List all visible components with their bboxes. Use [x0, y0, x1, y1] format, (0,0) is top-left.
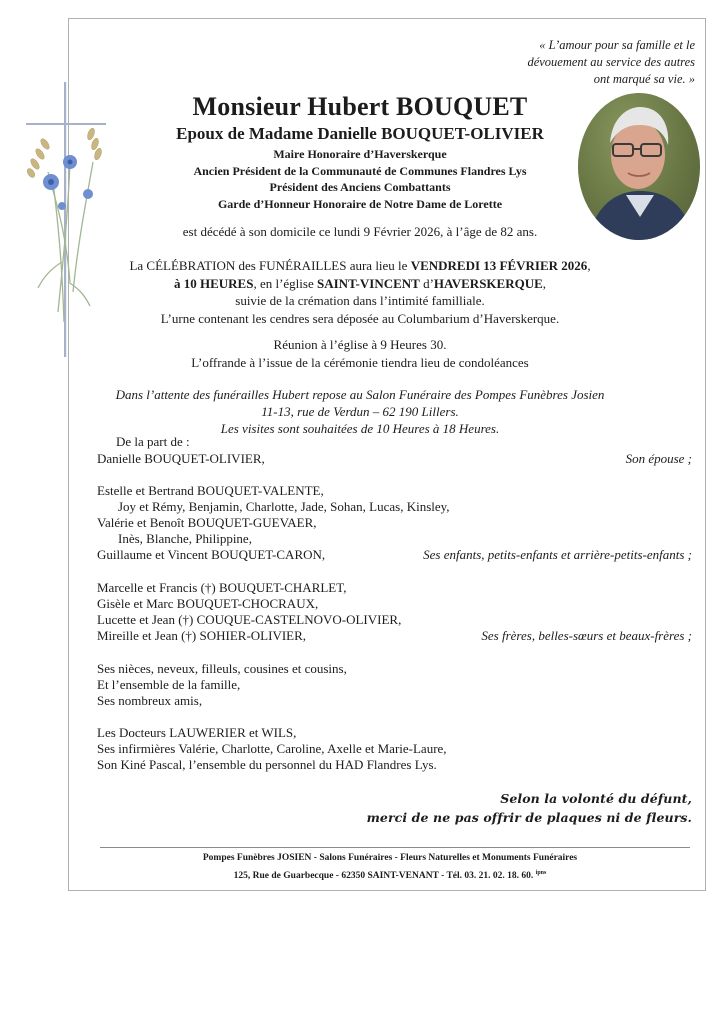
family-line: Mireille et Jean (†) SOHIER-OLIVIER, — [97, 628, 307, 643]
from-label: De la part de : — [116, 434, 190, 449]
family-line: Inès, Blanche, Philippine, — [118, 531, 252, 546]
family-line: Estelle et Bertrand BOUQUET-VALENTE, — [97, 483, 324, 498]
title-line: Garde d’Honneur Honoraire de Notre Dame de Lorette — [217, 196, 503, 211]
spouse-line: Epoux de Madame Danielle BOUQUET-OLIVIER — [176, 124, 544, 143]
honorary-titles — [80, 146, 640, 212]
reunion-info: Réunion à l’église à 9 Heures 30. L’offrande à l’issue de la cérémonie tiendra lieu de condoléances — [191, 337, 529, 370]
family-line: Joy et Rémy, Benjamin, Charlotte, Jade, Sohan, Lucas, Kinsley, — [118, 499, 450, 514]
care-line: Les Docteurs LAUWERIER et WILS, — [97, 725, 297, 740]
family-line: Guillaume et Vincent BOUQUET-CARON, — [97, 547, 326, 562]
care-line: Son Kiné Pascal, l’ensemble du personnel du HAD Flandres Lys. — [97, 757, 437, 772]
title-line: Ancien Président de la Communauté de Communes Flandres Lys — [193, 163, 527, 178]
family-line: Et l’ensemble de la famille, — [97, 677, 241, 692]
footer-divider — [100, 847, 690, 848]
family-line: Gisèle et Marc BOUQUET-CHOCRAUX, — [97, 596, 319, 611]
family-line: Ses nièces, neveux, filleuls, cousines et cousins, — [97, 661, 347, 676]
title-line: Maire Honoraire d’Haverskerque — [273, 147, 447, 161]
siblings-relation: Ses frères, belles-sœurs et beaux-frères ; — [481, 628, 692, 643]
spouse-name: Danielle BOUQUET-OLIVIER, — [97, 451, 265, 466]
family-line: Lucette et Jean (†) COUQUE-CASTELNOVO-OLIVIER, — [97, 612, 402, 627]
celebration-details: La CÉLÉBRATION des FUNÉRAILLES aura lieu le VENDREDI 13 FÉVRIER 2026, à 10 HEURES, en l’église SAINT-VINCENT d’HAVERSKERQUE, suivie de la crémation dans l’intimité familliale. L’urne contenant les cendres sera déposée au Columbarium d’Haverskerque. — [129, 258, 591, 326]
care-line: Ses infirmières Valérie, Charlotte, Caroline, Axelle et Marie-Laure, — [97, 741, 447, 756]
death-notice: est décédé à son domicile ce lundi 9 Février 2026, à l’âge de 82 ans. — [182, 224, 538, 239]
funeral-home-footer: Pompes Funèbres JOSIEN - Salons Funéraires - Fleurs Naturelles et Monuments Funéraires 125, Rue de Guarbecque - 62350 SAINT-VENANT - Tél. 03. 21. 02. 18. 60. $^{ipns}$ — [202, 853, 578, 882]
family-line: Ses nombreux amis, — [97, 693, 203, 708]
deceased-name: Monsieur Hubert BOUQUET — [192, 92, 528, 121]
title-line: Président des Anciens Combattants — [269, 180, 451, 194]
spouse-relation: Son épouse ; — [625, 451, 692, 466]
children-relation: Ses enfants, petits-enfants et arrière-petits-enfants ; — [423, 547, 692, 562]
family-line: Valérie et Benoît BOUQUET-GUEVAER, — [97, 515, 317, 530]
viewing-info: Dans l’attente des funérailles Hubert repose au Salon Funéraire des Pompes Funèbres Josien 11-13, rue de Verdun – 62 190 Lillers. Les visites sont souhaitées de 10 Heures à 18 Heures. — [115, 387, 605, 436]
family-line: Marcelle et Francis (†) BOUQUET-CHARLET, — [97, 580, 347, 595]
deceased-wishes: Selon la volonté du défunt, merci de ne pas offrir de plaques ni de fleurs. — [366, 791, 692, 825]
epigraph: « L’amour pour sa famille et le dévouement au service des autres ont marqué sa vie. » — [527, 38, 695, 86]
